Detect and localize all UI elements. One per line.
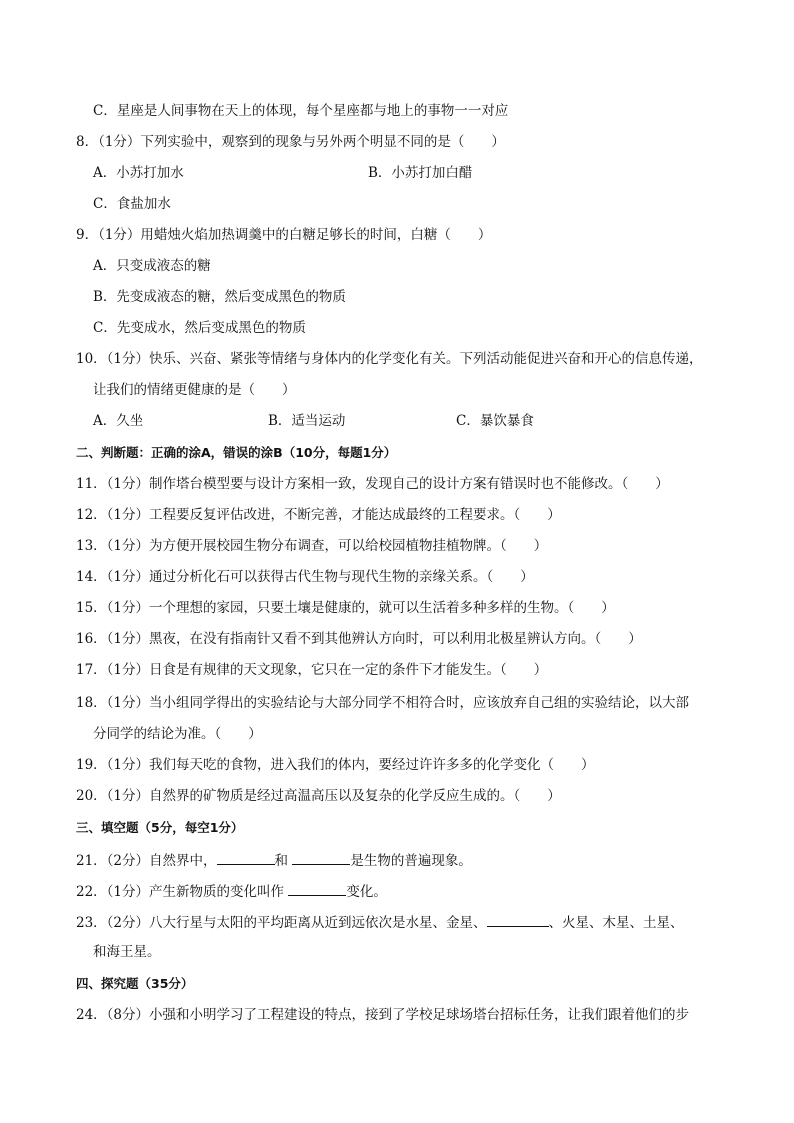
- q22-blank[interactable]: [288, 881, 346, 896]
- q21-text-a: 21．（2分）自然界中，: [76, 853, 217, 869]
- section-heading-fill-blank: 三、填空题（5分，每空1分）: [76, 820, 244, 835]
- q24-line1: 24．（8分）小强和小明学习了工程建设的特点，接到了学校足球场塔台招标任务，让我们跟着他们的步: [76, 1007, 690, 1023]
- q22-text-b: 变化。: [346, 884, 387, 900]
- q18-line2: 分同学的结论为准。（ ）: [93, 726, 262, 742]
- q22: [76, 881, 387, 901]
- q9-option-b: B．先变成液态的糖，然后变成黑色的物质: [93, 289, 346, 305]
- q19: 19．（1分）我们每天吃的食物，进入我们的体内，要经过许许多多的化学变化（ ）: [76, 757, 595, 773]
- q12: 12．（1分）工程要反复评估改进，不断完善，才能达成最终的工程要求。（ ）: [76, 507, 561, 523]
- q20: 20．（1分）自然界的矿物质是经过高温高压以及复杂的化学反应生成的。（ ）: [76, 788, 561, 804]
- q23-blank[interactable]: [487, 912, 549, 927]
- q22-text-a: 22．（1分）产生新物质的变化叫作: [76, 884, 285, 900]
- q11: 11．（1分）制作塔台模型要与设计方案相一致，发现自己的设计方案有错误时也不能修改。（ ）: [76, 476, 669, 492]
- q15: 15．（1分）一个理想的家园，只要土壤是健康的，就可以生活着多种多样的生物。（ ）: [76, 600, 615, 616]
- q21-text-b: 和: [274, 853, 289, 869]
- q10-stem-line1: 10．（1分）快乐、兴奋、紧张等情绪与身体内的化学变化有关。下列活动能促进兴奋和开心的信息传递，: [76, 351, 703, 367]
- q17: 17．（1分）日食是有规律的天文现象，它只在一定的条件下才能发生。（ ）: [76, 662, 548, 678]
- q10-option-c: C．暴饮暴食: [456, 413, 534, 429]
- q8-option-b: B．小苏打加白醋: [368, 165, 473, 181]
- q23-text-b: 、火星、木星、土星、: [548, 915, 684, 931]
- q9-stem: 9．（1分）用蜡烛火焰加热调羹中的白糖足够长的时间，白糖（ ）: [76, 227, 492, 243]
- q9-option-a: A．只变成液态的糖: [93, 258, 211, 274]
- q7-option-c: C．星座是人间事物在天上的体现，每个星座都与地上的事物一一对应: [93, 103, 509, 119]
- q23-line2: 和海王星。: [93, 944, 161, 960]
- q21-blank-2[interactable]: [292, 850, 350, 865]
- q10-option-a: A．久坐: [93, 413, 144, 429]
- q8-option-c: C．食盐加水: [93, 196, 171, 212]
- q9-option-c: C．先变成水，然后变成黑色的物质: [93, 320, 306, 336]
- q10-option-b: B．适当运动: [268, 413, 346, 429]
- q21: [76, 850, 472, 870]
- q8-option-a: A．小苏打加水: [93, 165, 184, 181]
- q10-stem-line2: 让我们的情绪更健康的是（ ）: [93, 382, 296, 398]
- q23-line1: [76, 912, 684, 932]
- q14: 14．（1分）通过分析化石可以获得古代生物与现代生物的亲缘关系。（ ）: [76, 569, 534, 585]
- section-heading-judgement: 二、判断题：正确的涂A，错误的涂B（10分，每题1分）: [76, 445, 397, 460]
- q21-blank-1[interactable]: [217, 850, 275, 865]
- q8-stem: 8．（1分）下列实验中，观察到的现象与另外两个明显不同的是（ ）: [76, 134, 505, 150]
- q21-text-c: 是生物的普遍现象。: [350, 853, 472, 869]
- section-heading-inquiry: 四、探究题（35分）: [76, 976, 194, 991]
- q13: 13．（1分）为方便开展校园生物分布调查，可以给校园植物挂植物牌。（ ）: [76, 538, 548, 554]
- q23-text-a: 23．（2分）八大行星与太阳的平均距离从近到远依次是水星、金星、: [76, 915, 487, 931]
- q18-line1: 18．（1分）当小组同学得出的实验结论与大部分同学不相符合时，应该放弃自己组的实验结论，以大部: [76, 695, 690, 711]
- q16: 16．（1分）黑夜，在没有指南针又看不到其他辨认方向时，可以利用北极星辨认方向。（ ）: [76, 631, 642, 647]
